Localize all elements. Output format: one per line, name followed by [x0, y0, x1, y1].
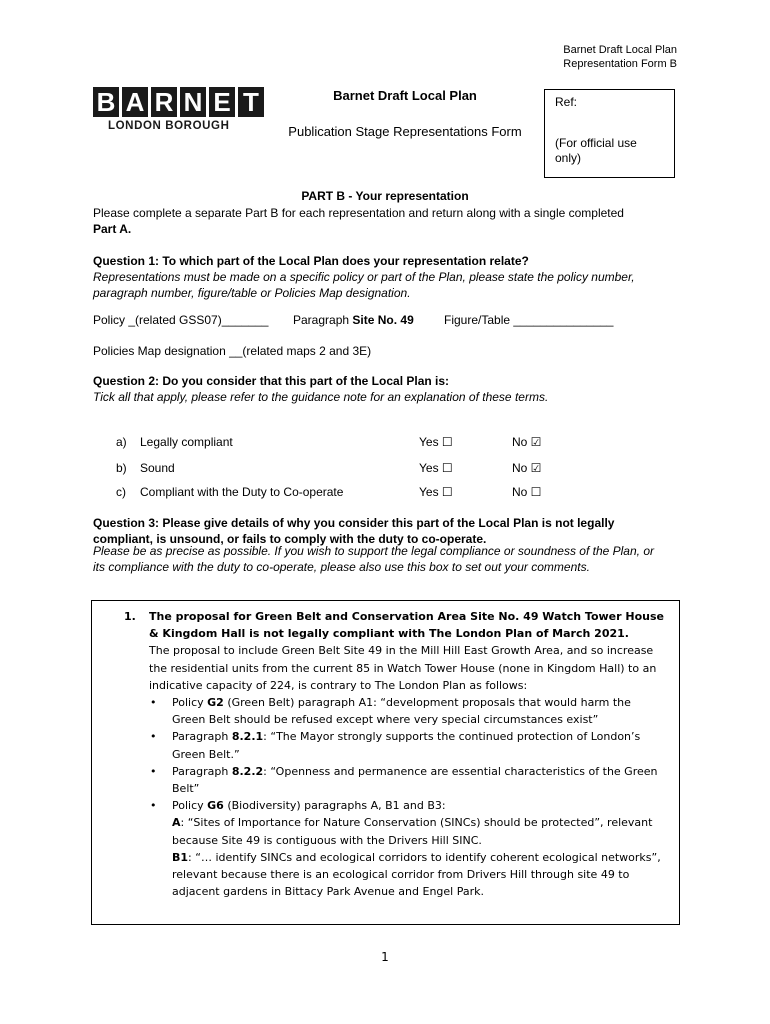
sub-point-text: : “… identify SINCs and ecological corridors to identify coherent ecological networks”, relevant because there is an ecological corridor from Drivers Hill through site 49 to adjacent gardens in Bittacy Park Avenue and Engel Park. — [172, 850, 661, 899]
sub-point-a — [172, 814, 664, 848]
policies-map-field[interactable]: Policies Map designation __(related maps 2 and 3E) — [93, 344, 372, 358]
part-b-instruction — [93, 206, 683, 237]
row-label: Sound — [140, 461, 175, 475]
answer-intro: The proposal to include Green Belt Site 49 in the Mill Hill East Growth Area, and so increase the residential units from the current 85 in Watch Tower House (none in Kingdom Hall) to an indicative capacity of 224, is contrary to The London Plan as follows: — [149, 644, 657, 692]
yes-checkbox[interactable]: Yes ☐ — [419, 485, 453, 499]
header-line-1: Barnet Draft Local Plan — [563, 44, 677, 56]
bullet-item — [150, 728, 664, 762]
row-label: Compliant with the Duty to Co-operate — [140, 485, 344, 499]
question-1: Question 1: To which part of the Local Plan does your representation relate? — [93, 254, 529, 268]
bullet-bold: 8.2.2 — [231, 764, 264, 778]
official-ref-box — [544, 89, 675, 178]
answer-heading: The proposal for Green Belt and Conservation Area Site No. 49 Watch Tower House & Kingdom Hall is not legally compliant with The London Plan of March 2021. — [149, 610, 664, 641]
question-3: Question 3: Please give details of why you consider this part of the Local Plan is not legally compliant, is unsound, or fails to comply with the duty to co-operate. — [93, 516, 615, 546]
bullet-text: Paragraph — [172, 730, 232, 744]
no-checkbox[interactable]: No ☐ — [512, 485, 542, 499]
bullet-symbol: • — [150, 799, 157, 813]
header-line-2: Representation Form B — [563, 58, 677, 70]
logo-letter: T — [238, 87, 264, 117]
bullet-text: (Biodiversity) paragraphs A, B1 and B3: — [223, 799, 446, 813]
question-3-note: Please be as precise as possible. If you wish to support the legal compliance or soundness of the Plan, or its compliance with the duty to co-operate, please also use this box to set out your comments. — [93, 544, 654, 574]
part-b-instruction-text: Please complete a separate Part B for each representation and return along with a single completed — [93, 206, 624, 220]
bullet-symbol: • — [150, 764, 157, 778]
ref-label: Ref: — [555, 95, 578, 109]
bullet-text: (Green Belt) paragraph A1: “development proposals that would harm the Green Belt should be refused except where very special circumstances exist” — [172, 696, 631, 727]
part-b-instruction-bold: Part A. — [93, 221, 132, 236]
policy-field[interactable]: Policy _(related GSS07)_______ — [93, 313, 269, 327]
answer-bullets — [124, 694, 664, 900]
official-use-label: (For official use only) — [555, 136, 637, 165]
figure-table-field[interactable]: Figure/Table _______________ — [444, 313, 614, 327]
bullet-text: Policy — [172, 799, 208, 813]
bullet-text: : “Openness and permanence are essential characteristics of the Green Belt” — [172, 764, 658, 796]
answer-content — [124, 608, 664, 900]
no-checkbox[interactable]: No ☑ — [512, 461, 542, 475]
bullet-text: Paragraph — [172, 764, 232, 778]
page-number: 1 — [381, 950, 389, 964]
part-b-heading: PART B - Your representation — [301, 189, 469, 203]
row-label: Legally compliant — [140, 435, 233, 449]
question-2: Question 2: Do you consider that this part of the Local Plan is: — [93, 374, 450, 388]
sub-point-text: : “Sites of Importance for Nature Conservation (SINCs) should be protected”, relevant because Site 49 is contiguous with the Drivers Hill SINC. — [172, 816, 653, 847]
bullet-symbol: • — [150, 730, 157, 744]
logo-letters — [93, 87, 265, 117]
question-2-note: Tick all that apply, please refer to the guidance note for an explanation of these terms. — [93, 390, 549, 404]
logo-letter: N — [180, 87, 206, 117]
yes-checkbox[interactable]: Yes ☐ — [419, 435, 453, 449]
barnet-logo — [93, 87, 265, 132]
bullet-bold: G2 — [207, 696, 224, 710]
document-subtitle: Publication Stage Representations Form — [288, 124, 522, 139]
paragraph-value: Site No. 49 — [352, 313, 414, 327]
row-letter: c) — [116, 485, 126, 499]
sub-point-label: B1 — [172, 850, 189, 864]
bullet-symbol: • — [150, 696, 157, 710]
sub-point-label: A — [172, 816, 181, 830]
form-header — [563, 43, 677, 71]
bullet-item — [150, 694, 664, 728]
no-checkbox[interactable]: No ☑ — [512, 435, 542, 449]
yes-checkbox[interactable]: Yes ☐ — [419, 461, 453, 475]
document-title: Barnet Draft Local Plan — [333, 88, 477, 103]
paragraph-field[interactable] — [293, 313, 414, 327]
logo-letter: B — [93, 87, 119, 117]
representation-answer-box[interactable] — [91, 600, 680, 925]
row-letter: b) — [116, 461, 127, 475]
bullet-item — [150, 763, 664, 797]
bullet-text: : “The Mayor strongly supports the continued protection of London’s Green Belt.” — [172, 730, 641, 761]
logo-letter: A — [122, 87, 148, 117]
row-letter: a) — [116, 435, 127, 449]
bullet-text: Policy — [172, 696, 208, 710]
sub-point-b1 — [172, 849, 664, 901]
paragraph-label: Paragraph — [293, 313, 350, 327]
logo-subtitle: LONDON BOROUGH — [108, 120, 230, 132]
question-1-note: Representations must be made on a specific policy or part of the Plan, please state the policy number, paragraph number, figure/table or Policies Map designation. — [93, 270, 635, 300]
logo-letter: R — [151, 87, 177, 117]
bullet-item — [150, 797, 664, 900]
answer-number: 1. — [124, 610, 136, 623]
logo-letter: E — [209, 87, 235, 117]
bullet-bold: G6 — [207, 799, 224, 813]
bullet-bold: 8.2.1 — [231, 730, 264, 744]
